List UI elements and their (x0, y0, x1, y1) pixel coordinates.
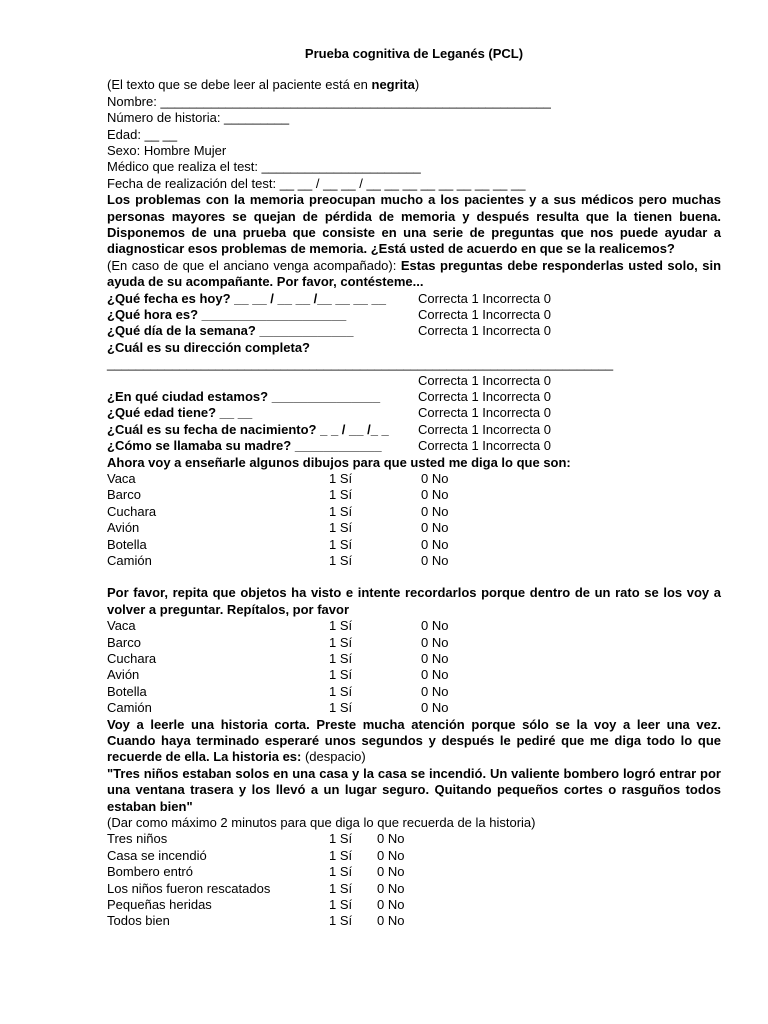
story-item-row (107, 831, 721, 847)
field-fecha: Fecha de realización del test: __ __ / __ __ / __ __ __ __ __ __ __ __ __ (107, 175, 526, 191)
object-row (107, 651, 721, 667)
object-name: Botella (107, 536, 147, 552)
object-name: Camión (107, 552, 152, 568)
score-label: Correcta 1 Incorrecta 0 (418, 307, 551, 323)
no-score: 0 No (421, 520, 449, 536)
score-label: Correcta 1 Incorrecta 0 (418, 438, 551, 454)
yes-score: 1 Sí (329, 831, 353, 847)
question-row (107, 373, 721, 389)
address-question: ¿Cuál es su dirección completa? (107, 339, 310, 355)
object-name: Avión (107, 667, 140, 683)
no-score: 0 No (421, 552, 449, 568)
object-name: Avión (107, 520, 140, 536)
question-label: ¿Cómo se llamaba su madre? ____________ (107, 438, 382, 454)
no-score: 0 No (421, 700, 449, 716)
object-row (107, 471, 721, 487)
no-score: 0 No (421, 618, 449, 634)
no-score: 0 No (421, 503, 449, 519)
drawings-intro: Ahora voy a enseñarle algunos dibujos para que usted me diga lo que son: (107, 454, 571, 470)
no-score: 0 No (377, 896, 405, 912)
field-sexo: Sexo: Hombre Mujer (107, 143, 227, 159)
object-row (107, 504, 721, 520)
story-item-row (107, 864, 721, 880)
field-edad: Edad: __ __ (107, 126, 178, 142)
yes-score: 1 Sí (329, 471, 353, 487)
story-item: Los niños fueron rescatados (107, 880, 271, 896)
yes-score: 1 Sí (329, 913, 353, 929)
yes-score: 1 Sí (329, 700, 353, 716)
field-medico: Médico que realiza el test: ______________________ (107, 159, 421, 175)
intro-paragraph: Los problemas con la memoria preocupan mucho a los pacientes y a sus médicos pero muchas personas mayores se quejan de pérdida de memoria y después resulta que la tienen buena. Disponemos de una prueba que consiste en una serie de preguntas que nos puede ayudar a diagnosticar esos problemas de memoria. ¿Está usted de acuerdo en que se la realicemos? (107, 192, 721, 257)
story-item: Bombero entró (107, 864, 193, 880)
question-row (107, 422, 721, 438)
story-item-row (107, 848, 721, 864)
score-label: Correcta 1 Incorrecta 0 (418, 405, 551, 421)
yes-score: 1 Sí (329, 520, 353, 536)
spacer (107, 569, 721, 585)
object-name: Vaca (107, 471, 136, 487)
question-label: ¿Qué fecha es hoy? __ __ / __ __ /__ __ __ __ (107, 290, 386, 306)
object-name: Botella (107, 683, 147, 699)
yes-score: 1 Sí (329, 650, 353, 666)
question-row (107, 323, 721, 339)
story-item-row (107, 897, 721, 913)
object-name: Cuchara (107, 503, 157, 519)
yes-score: 1 Sí (329, 618, 353, 634)
question-row (107, 438, 721, 454)
object-name: Vaca (107, 618, 136, 634)
page-title: Prueba cognitiva de Leganés (PCL) (304, 46, 524, 61)
object-name: Barco (107, 634, 141, 650)
story-item: Tres niños (107, 831, 168, 847)
object-row (107, 487, 721, 503)
yes-score: 1 Sí (329, 880, 353, 896)
companion-paragraph: (En caso de que el anciano venga acompañado): Estas preguntas debe responderlas usted solo, sin ayuda de su acompañante. Por favor, contésteme... (107, 257, 722, 290)
score-label: Correcta 1 Incorrecta 0 (418, 290, 551, 306)
object-row (107, 700, 721, 716)
object-row (107, 520, 721, 536)
question-label: ¿Qué día de la semana? _____________ (107, 323, 354, 339)
no-score: 0 No (421, 683, 449, 699)
yes-score: 1 Sí (329, 503, 353, 519)
object-row (107, 684, 721, 700)
no-score: 0 No (377, 847, 405, 863)
question-row (107, 291, 721, 307)
question-row (107, 405, 721, 421)
yes-score: 1 Sí (329, 847, 353, 863)
no-score: 0 No (421, 634, 449, 650)
object-name: Camión (107, 700, 152, 716)
repeat-intro: Por favor, repita que objetos ha visto e intente recordarlos porque dentro de un rato se los voy a volver a preguntar. Repítalos, por favor (107, 585, 721, 617)
reading-note: (El texto que se debe leer al paciente está en negrita) (107, 77, 420, 93)
score-label: Correcta 1 Incorrecta 0 (418, 323, 551, 339)
question-row (107, 389, 721, 405)
yes-score: 1 Sí (329, 683, 353, 699)
no-score: 0 No (421, 667, 449, 683)
no-score: 0 No (377, 880, 405, 896)
story-item: Todos bien (107, 913, 170, 929)
object-row (107, 537, 721, 553)
object-row (107, 667, 721, 683)
question-label: ¿Qué hora es? ____________________ (107, 307, 347, 323)
question-label: ¿En qué ciudad estamos? _______________ (107, 389, 381, 405)
story-item-row (107, 881, 721, 897)
story-intro: Voy a leerle una historia corta. Preste mucha atención porque sólo se la voy a leer una vez. Cuando haya terminado esperaré unos segundos y después le pediré que me diga todo lo que recuerde de ella. La historia es: (despacio) (107, 716, 721, 765)
object-name: Barco (107, 487, 141, 503)
story-item: Pequeñas heridas (107, 896, 212, 912)
yes-score: 1 Sí (329, 536, 353, 552)
story-text: "Tres niños estaban solos en una casa y la casa se incendió. Un valiente bombero logró entrar por una ventana trasera y los llevó a un lugar seguro. Quitando pequeños cortes o rasguños todos estaban bien" (107, 765, 721, 814)
no-score: 0 No (421, 471, 449, 487)
score-label: Correcta 1 Incorrecta 0 (418, 421, 551, 437)
question-row (107, 307, 721, 323)
question-label: ¿Cuál es su fecha de nacimiento? _ _ / __ /_ _ (107, 421, 389, 437)
question-label: ¿Qué edad tiene? __ __ (107, 405, 253, 421)
address-answer-line: ______________________________________________________________________ (107, 356, 614, 372)
object-row (107, 618, 721, 634)
yes-score: 1 Sí (329, 864, 353, 880)
story-item-row (107, 913, 721, 929)
yes-score: 1 Sí (329, 667, 353, 683)
yes-score: 1 Sí (329, 634, 353, 650)
yes-score: 1 Sí (329, 487, 353, 503)
story-note: (Dar como máximo 2 minutos para que diga lo que recuerda de la historia) (107, 814, 536, 830)
no-score: 0 No (377, 831, 405, 847)
story-item: Casa se incendió (107, 847, 207, 863)
field-numero-historia: Número de historia: _________ (107, 110, 290, 126)
no-score: 0 No (421, 487, 449, 503)
object-name: Cuchara (107, 650, 157, 666)
object-row (107, 553, 721, 569)
no-score: 0 No (421, 650, 449, 666)
score-label: Correcta 1 Incorrecta 0 (418, 372, 551, 388)
no-score: 0 No (377, 913, 405, 929)
yes-score: 1 Sí (329, 552, 353, 568)
no-score: 0 No (377, 864, 405, 880)
score-label: Correcta 1 Incorrecta 0 (418, 389, 551, 405)
no-score: 0 No (421, 536, 449, 552)
object-row (107, 635, 721, 651)
document-body (107, 0, 721, 930)
field-nombre: Nombre: ______________________________________________________ (107, 93, 551, 109)
yes-score: 1 Sí (329, 896, 353, 912)
